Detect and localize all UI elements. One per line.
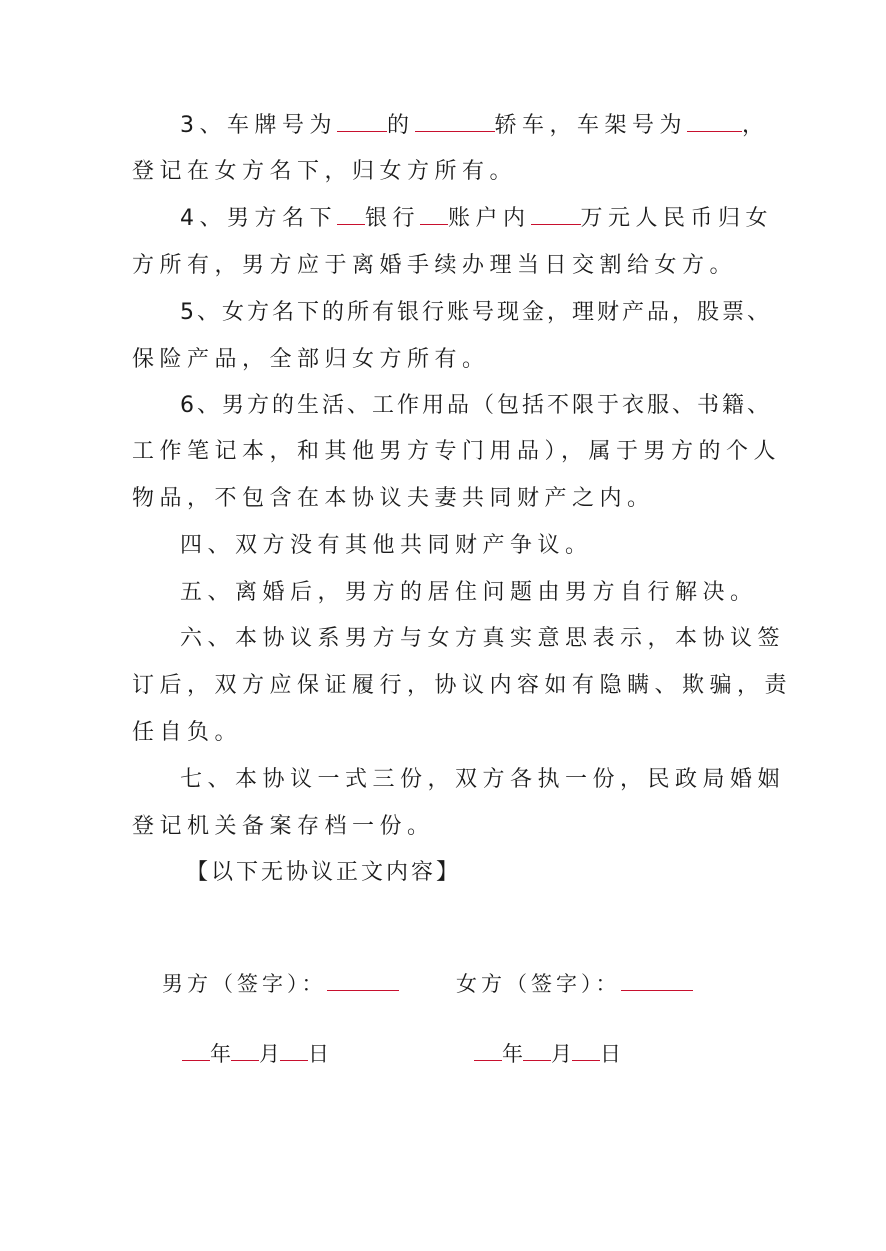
clause-4-line-2: 方所有，男方应于离婚手续办理当日交割给女方。: [132, 253, 738, 278]
bank-name-blank[interactable]: [337, 204, 365, 225]
end-note: 【以下无协议正文内容】: [186, 860, 462, 885]
clause-6-line-2: 工作笔记本，和其他男方专门用品），属于男方的个人: [132, 439, 782, 464]
female-month-label: 月: [551, 1042, 572, 1066]
female-signature-row: [456, 969, 693, 999]
male-date-row: [182, 1039, 329, 1069]
amount-blank[interactable]: [531, 204, 581, 225]
section-6-line-1: 六、本协议系男方与女方真实意思表示，本协议签: [180, 626, 786, 651]
male-year-blank[interactable]: [182, 1040, 210, 1061]
clause-3-line-2: 登记在女方名下，归女方所有。: [132, 159, 518, 184]
clause-3-text-a: 3、车牌号为: [180, 113, 337, 138]
female-signature-blank[interactable]: [621, 970, 693, 991]
clause-3-text-b: 的: [387, 113, 415, 138]
female-day-label: 日: [600, 1042, 621, 1066]
clause-4-text-a: 4、男方名下: [180, 206, 337, 231]
male-year-label: 年: [210, 1042, 231, 1066]
male-signature-blank[interactable]: [327, 970, 399, 991]
section-4-line-1: 四、双方没有其他共同财产争议。: [180, 533, 593, 558]
account-blank[interactable]: [420, 204, 448, 225]
car-model-blank[interactable]: [415, 111, 495, 132]
male-signature-row: [162, 969, 399, 999]
plate-number-blank[interactable]: [337, 111, 387, 132]
male-day-label: 日: [308, 1042, 329, 1066]
section-6-line-3: 任自负。: [132, 720, 243, 745]
section-7-line-2: 登记机关备案存档一份。: [132, 814, 435, 839]
female-signature-label: 女方（签字）：: [456, 972, 621, 996]
vin-blank[interactable]: [687, 111, 742, 132]
clause-4-text-d: 万元人民币归女: [580, 206, 774, 231]
male-day-blank[interactable]: [280, 1040, 308, 1061]
female-month-blank[interactable]: [523, 1040, 551, 1061]
section-7-line-1: 七、本协议一式三份，双方各执一份，民政局婚姻: [180, 767, 786, 792]
female-day-blank[interactable]: [572, 1040, 600, 1061]
clause-3-line-1: [180, 111, 770, 141]
clause-4-text-b: 银行: [365, 206, 421, 231]
clause-4-text-c: 账户内: [448, 206, 531, 231]
section-5-line-1: 五、离婚后，男方的居住问题由男方自行解决。: [180, 580, 758, 605]
male-signature-label: 男方（签字）：: [162, 972, 327, 996]
male-month-label: 月: [259, 1042, 280, 1066]
female-year-blank[interactable]: [474, 1040, 502, 1061]
clause-3-text-c: 轿车，车架号为: [494, 113, 688, 138]
female-date-row: [474, 1039, 621, 1069]
clause-5-line-1: 5、女方名下的所有银行账号现金，理财产品，股票、: [180, 300, 772, 325]
clause-6-line-1: 6、男方的生活、工作用品（包括不限于衣服、书籍、: [180, 393, 772, 418]
clause-6-line-3: 物品，不包含在本协议夫妻共同财产之内。: [132, 486, 655, 511]
clause-3-text-d: ，: [742, 113, 770, 138]
female-year-label: 年: [502, 1042, 523, 1066]
section-6-line-2: 订后，双方应保证履行，协议内容如有隐瞒、欺骗，责: [132, 673, 793, 698]
male-month-blank[interactable]: [231, 1040, 259, 1061]
clause-5-line-2: 保险产品，全部归女方所有。: [132, 347, 490, 372]
clause-4-line-1: [180, 204, 773, 234]
